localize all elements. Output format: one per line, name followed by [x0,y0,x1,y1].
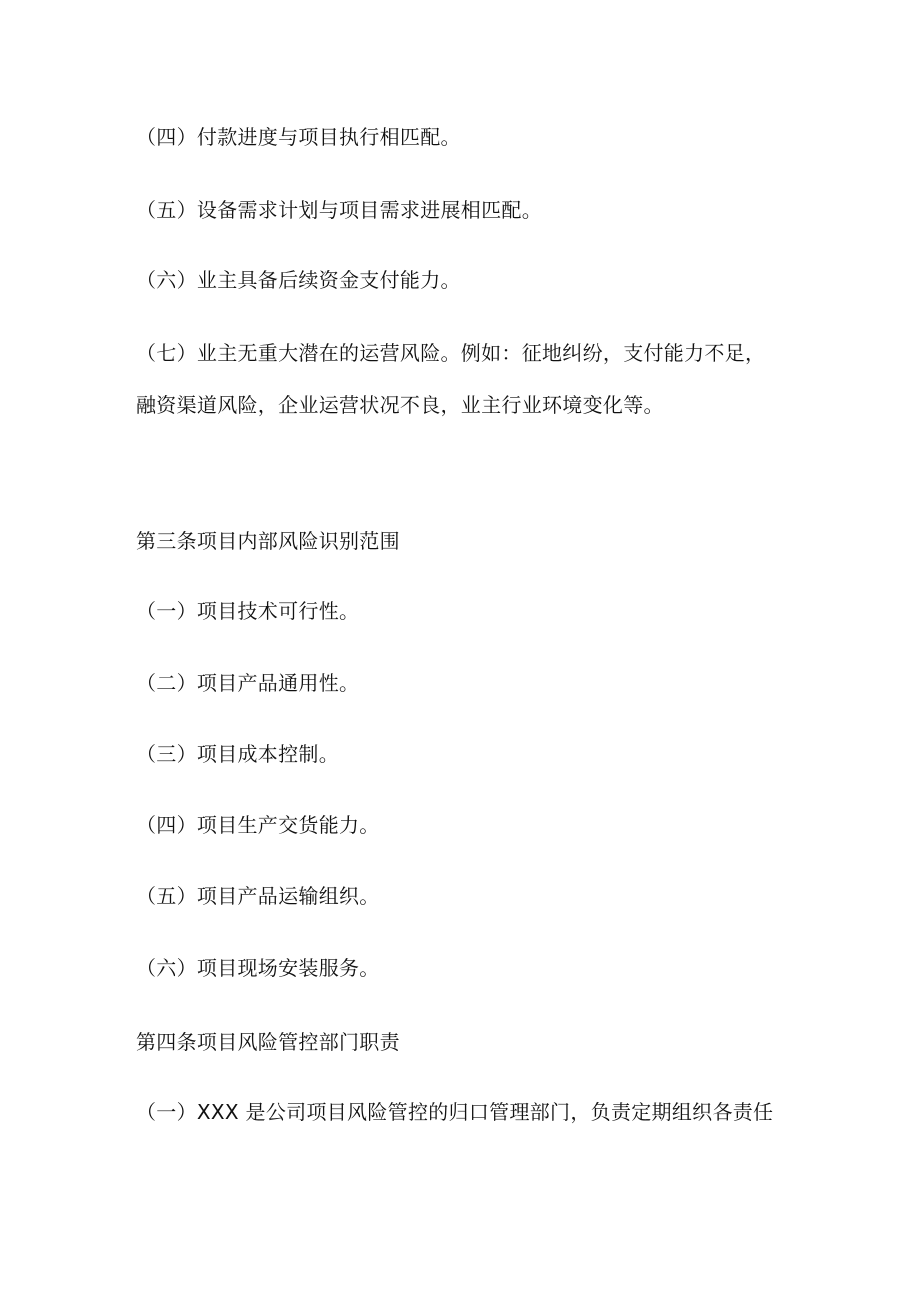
paragraph-payment-progress: （四）付款进度与项目执行相匹配。 [136,125,461,149]
paragraph-owner-funding: （六）业主具备后续资金支付能力。 [136,268,461,292]
article-three-item-1: （一）项目技术可行性。 [136,599,360,623]
article-three-item-2: （二）项目产品通用性。 [136,671,360,695]
article-four-heading: 第四条项目风险管控部门职责 [136,1030,400,1054]
article-three-item-3: （三）项目成本控制。 [136,742,339,766]
paragraph-owner-operation-risk: （七）业主无重大潜在的运营风险。例如：征地纠纷，支付能力不足，融资渠道风险，企业运营状况不良，业主行业环境变化等。 [136,341,766,417]
article-four-item-1: （一）XXX 是公司项目风险管控的归口管理部门，负责定期组织各责任 [136,1100,774,1124]
paragraph-equipment-plan: （五）设备需求计划与项目需求进展相匹配。 [136,198,542,222]
article-three-heading: 第三条项目内部风险识别范围 [136,529,400,553]
article-three-item-6: （六）项目现场安装服务。 [136,956,380,980]
article-three-item-5: （五）项目产品运输组织。 [136,884,380,908]
article-three-item-4: （四）项目生产交货能力。 [136,813,380,837]
